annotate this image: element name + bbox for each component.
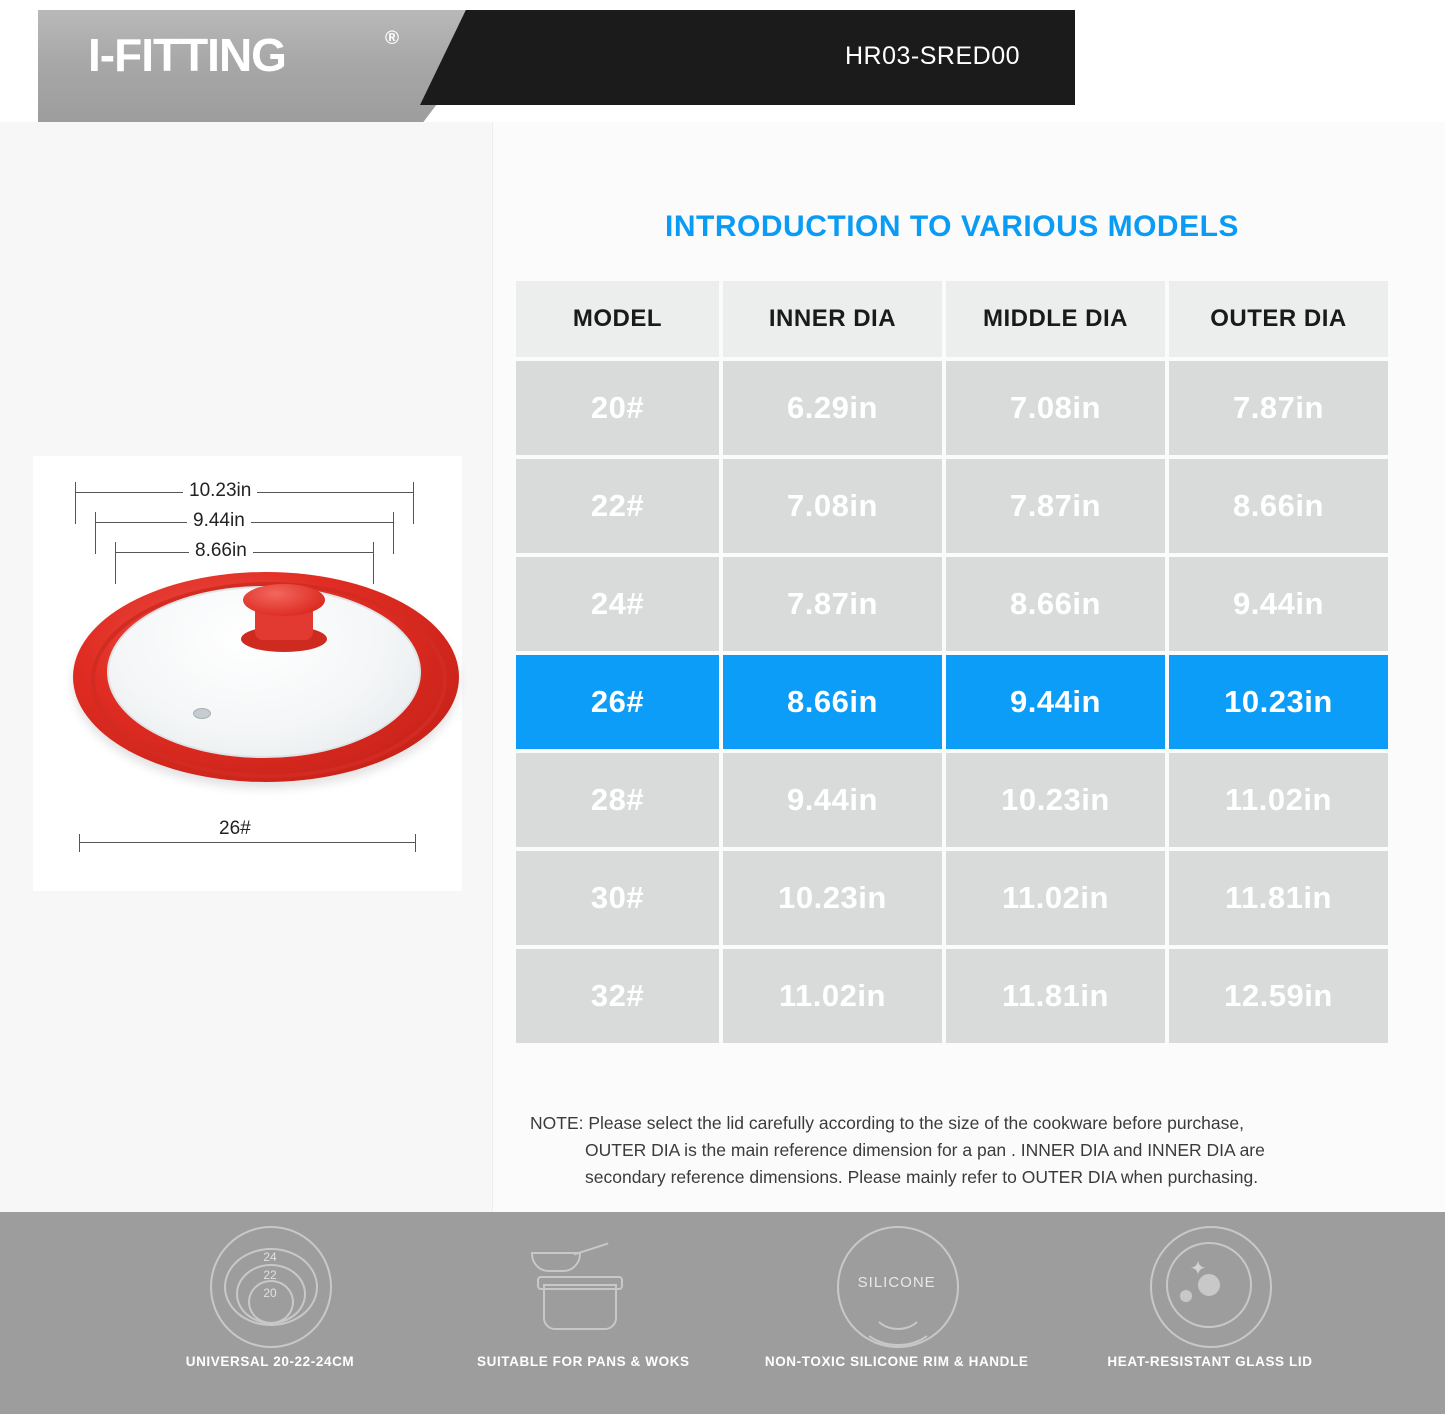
cell-outer: 11.02in [1169,753,1388,847]
column-header-outer-dia: OUTER DIA [1169,281,1388,357]
column-header-model: MODEL [516,281,719,357]
sparkle-icon: ✦ [1189,1258,1207,1280]
size-mark-24: 24 [263,1250,277,1264]
feature-label: HEAT-RESISTANT GLASS LID [1107,1354,1313,1369]
feature-universal-sizes [120,1226,420,1369]
page-header [0,0,1445,122]
left-diagram-panel [0,122,493,1212]
dim-tick-model-left [79,834,80,852]
dim-tick-outer-right [413,482,414,524]
cell-model: 32# [516,949,719,1043]
cell-outer: 10.23in [1169,655,1388,749]
cell-middle: 7.08in [946,361,1165,455]
cell-inner: 11.02in [723,949,942,1043]
column-header-middle-dia: MIDDLE DIA [946,281,1165,357]
dim-label-model: 26# [211,818,259,840]
feature-label: SUITABLE FOR PANS & WOKS [477,1354,690,1369]
silicone-icon [837,1226,957,1346]
note-line-3: secondary reference dimensions. Please mainly refer to OUTER DIA when purchasing. [585,1167,1259,1188]
cell-inner: 9.44in [723,753,942,847]
dim-label-inner: 8.66in [189,540,253,562]
cell-inner: 8.66in [723,655,942,749]
cell-inner: 10.23in [723,851,942,945]
feature-list [120,1226,1360,1369]
cell-model: 30# [516,851,719,945]
lid-knob-top [243,584,325,616]
cell-outer: 9.44in [1169,557,1388,651]
cell-outer: 12.59in [1169,949,1388,1043]
product-model-code: HR03-SRED00 [845,42,1021,70]
feature-label: NON-TOXIC SILICONE RIM & HANDLE [764,1354,1029,1369]
table-row [516,851,1388,945]
cell-outer: 11.81in [1169,851,1388,945]
pot-lid-shape [537,1276,623,1290]
brand-logo-text: I-FITTING [88,29,286,81]
dim-tick-middle-left [95,512,96,554]
cell-middle: 11.02in [946,851,1165,945]
glass-lid-illustration [45,556,455,796]
table-row-highlighted [516,655,1388,749]
cell-middle: 8.66in [946,557,1165,651]
feature-pans-woks [433,1226,733,1369]
pan-handle [574,1242,609,1255]
feature-glass-lid [1060,1226,1360,1369]
dim-tick-model-right [415,834,416,852]
pot-shape [543,1284,617,1330]
dim-label-middle: 9.44in [187,510,251,532]
note-line-1: NOTE: Please select the lid carefully according to the size of the cookware before purchase, [530,1113,1244,1133]
cell-inner: 7.08in [723,459,942,553]
dim-tick-middle-right [393,512,394,554]
content-area [0,122,1445,1212]
table-header-row [516,281,1388,357]
table-row [516,949,1388,1043]
feature-silicone [747,1226,1047,1369]
feature-footer [0,1212,1445,1414]
table-row [516,753,1388,847]
purchase-note [530,1110,1390,1191]
lid-diagram-card [33,456,462,891]
size-mark-20: 20 [263,1286,277,1300]
size-mark-22: 22 [263,1268,277,1282]
dim-line-model [79,842,415,843]
note-line-2: OUTER DIA is the main reference dimension for a pan . INNER DIA and INNER DIA are [585,1140,1265,1161]
cell-outer: 8.66in [1169,459,1388,553]
cell-outer: 7.87in [1169,361,1388,455]
wave-2 [871,1284,925,1330]
dim-tick-outer-left [75,482,76,524]
models-table [512,277,1392,1047]
cell-middle: 10.23in [946,753,1165,847]
cell-model: 26# [516,655,719,749]
cell-middle: 7.87in [946,459,1165,553]
pan-wok-icon [523,1226,643,1346]
universal-sizes-icon [210,1226,330,1346]
column-header-inner-dia: INNER DIA [723,281,942,357]
cell-middle: 9.44in [946,655,1165,749]
cell-middle: 11.81in [946,949,1165,1043]
cell-inner: 6.29in [723,361,942,455]
feature-label: UNIVERSAL 20-22-24CM [185,1354,355,1369]
table-row [516,361,1388,455]
table-row [516,459,1388,553]
lid-vent-hole-icon [193,708,211,719]
cell-model: 28# [516,753,719,847]
glass-lid-icon [1150,1226,1270,1346]
dim-label-outer: 10.23in [183,480,257,502]
silicone-badge-text: SILICONE [857,1274,936,1291]
registered-trademark-icon: ® [385,28,399,49]
small-dot [1180,1290,1192,1302]
cell-model: 20# [516,361,719,455]
cell-inner: 7.87in [723,557,942,651]
cell-model: 24# [516,557,719,651]
table-title: INTRODUCTION TO VARIOUS MODELS [665,210,1239,243]
table-row [516,557,1388,651]
cell-model: 22# [516,459,719,553]
